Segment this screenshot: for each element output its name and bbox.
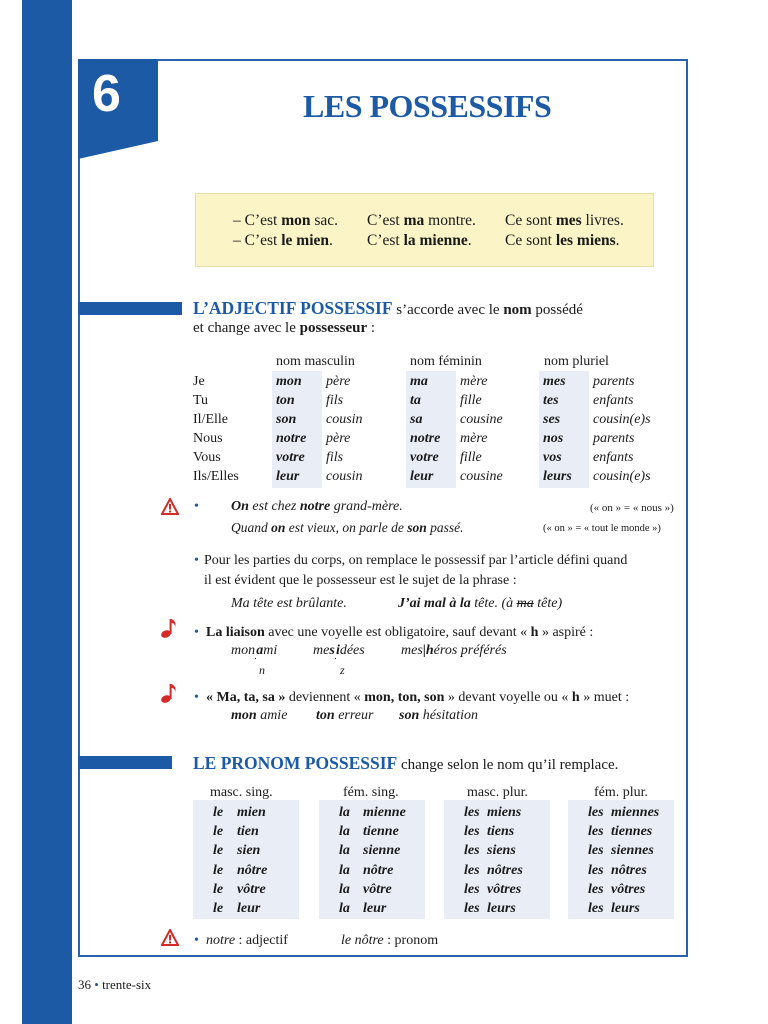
pronom-article: les xyxy=(588,881,604,897)
pronom-word: leur xyxy=(237,901,261,916)
pronom-col-head: masc. plur. xyxy=(467,785,529,800)
adjectif-cell-mn: cousin xyxy=(326,412,363,427)
adjectif-cell-fn: cousine xyxy=(460,469,503,484)
adjectif-cell-m: son xyxy=(276,412,297,427)
adjectif-cell-p: leurs xyxy=(543,469,572,484)
adjectif-cell-m: leur xyxy=(276,469,300,484)
pronom-word: tiennes xyxy=(611,824,653,840)
adjectif-cell-m: mon xyxy=(276,374,302,389)
example-1b: C’est ma montre. xyxy=(367,212,476,229)
adjectif-cell-m: ton xyxy=(276,393,295,408)
liaison-sound-n: n xyxy=(259,663,265,677)
example-2b: C’est la mienne. xyxy=(367,232,472,249)
col-head-masc: nom masculin xyxy=(276,354,355,369)
adjectif-cell-subj: Il/Elle xyxy=(193,412,228,427)
adjectif-intro-line2: et change avec le possesseur : xyxy=(193,320,376,336)
adjectif-cell-pn: cousin(e)s xyxy=(593,469,651,484)
pronom-word: leur xyxy=(363,901,387,916)
adjectif-cell-f: sa xyxy=(410,412,423,427)
corps-example1: Ma tête est brûlante. xyxy=(231,596,347,611)
pronom-article: le xyxy=(213,901,224,916)
pronom-article: la xyxy=(339,901,350,916)
voyelle-example3: son hésitation xyxy=(399,708,478,723)
adjectif-cell-pn: parents xyxy=(593,374,635,389)
col-head-fem: nom féminin xyxy=(410,354,482,369)
pronom-word: miens xyxy=(487,805,522,820)
adjectif-cell-mn: fils xyxy=(326,393,344,408)
pronom-article: les xyxy=(588,843,604,859)
bullet: • xyxy=(194,499,199,514)
adjectif-cell-m: notre xyxy=(276,431,307,446)
warn1-line2: Quand on est vieux, on parle de son passé. xyxy=(231,520,464,535)
adjectif-cell-mn: cousin xyxy=(326,469,363,484)
voyelle-line: « Ma, ta, sa » deviennent « mon, ton, son » devant voyelle ou « h » muet : xyxy=(206,690,630,705)
col-head-plur: nom pluriel xyxy=(544,354,609,369)
corps-line2: il est évident que le possesseur est le sujet de la phrase : xyxy=(204,573,517,588)
pronom-article: les xyxy=(464,901,480,916)
pronom-article: la xyxy=(339,824,350,840)
adjectif-cell-subj: Nous xyxy=(193,431,223,446)
example-1a: – C’est mon sac. xyxy=(233,212,339,229)
adjectif-cell-fn: fille xyxy=(460,393,482,408)
adjectif-cell-mn: père xyxy=(326,431,351,446)
voyelle-example1: mon amie xyxy=(231,708,288,723)
warn2-pronom: le nôtre : pronom xyxy=(341,933,439,948)
pronom-word: siennes xyxy=(611,843,654,859)
adjectif-cell-f: ta xyxy=(410,393,421,408)
adjectif-cell-subj: Je xyxy=(193,374,205,389)
warning-icon xyxy=(161,929,179,947)
pronom-word: vôtres xyxy=(487,881,522,897)
pronom-word: sienne xyxy=(363,843,401,859)
chapter-number: 6 xyxy=(92,65,121,123)
pronom-word: nôtres xyxy=(487,862,523,878)
liaison-example3: mes|héros préférés xyxy=(401,643,507,658)
pronom-article: les xyxy=(464,805,480,820)
liaison-sound-z: z xyxy=(340,663,345,677)
adjectif-cell-f: leur xyxy=(410,469,434,484)
example-2a: – C’est le mien. xyxy=(233,232,333,249)
adjectif-cell-f: notre xyxy=(410,431,441,446)
warn1-note1: (« on » = « nous ») xyxy=(590,502,674,514)
adjectif-cell-fn: cousine xyxy=(460,412,503,427)
pronom-word: mien xyxy=(237,805,266,820)
adjectif-cell-mn: père xyxy=(326,374,351,389)
bullet: • xyxy=(194,625,199,640)
pronom-word: mienne xyxy=(363,805,406,820)
pronom-article: le xyxy=(213,824,224,840)
pronom-col-head: fém. plur. xyxy=(594,785,649,800)
adjectif-cell-subj: Tu xyxy=(193,393,209,408)
example-1c: Ce sont mes livres. xyxy=(505,212,624,229)
pronom-article: les xyxy=(464,862,480,878)
pronom-word: leurs xyxy=(487,901,516,916)
adjectif-cell-fn: fille xyxy=(460,450,482,465)
pronom-word: siens xyxy=(487,843,516,859)
pronom-heading-line: LE PRONOM POSSESSIF change selon le nom qu’il remplace. xyxy=(193,753,619,773)
adjectif-cell-fn: mère xyxy=(460,431,488,446)
adjectif-cell-p: mes xyxy=(543,374,566,389)
liaison-example1: mon ami xyxy=(231,643,278,658)
pronom-col-head: fém. sing. xyxy=(343,785,399,800)
pronom-article: les xyxy=(588,901,604,916)
pronom-article: les xyxy=(588,805,604,820)
pronom-article: la xyxy=(339,862,350,878)
adjectif-cell-subj: Vous xyxy=(193,450,221,465)
adjectif-cell-pn: enfants xyxy=(593,393,634,408)
pronom-word: nôtres xyxy=(611,862,647,878)
pronom-word: nôtre xyxy=(363,862,394,878)
pronom-word: tienne xyxy=(363,824,399,840)
bullet: • xyxy=(194,933,199,948)
corps-example2: J’ai mal à la tête. (à ma tête) xyxy=(398,596,563,611)
liaison-example2: mes idées xyxy=(313,643,365,658)
warn1-line1: On est chez notre grand-mère. xyxy=(231,499,403,514)
pronom-word: sien xyxy=(237,843,261,859)
music-note-icon xyxy=(160,682,178,704)
pronom-article: le xyxy=(213,805,224,820)
music-note-icon xyxy=(160,617,178,639)
adjectif-cell-pn: cousin(e)s xyxy=(593,412,651,427)
pronom-word: nôtre xyxy=(237,862,268,878)
pronom-article: les xyxy=(464,881,480,897)
page-title: LES POSSESSIFS xyxy=(303,88,552,124)
adjectif-cell-pn: parents xyxy=(593,431,635,446)
adjectif-cell-f: ma xyxy=(410,374,428,389)
adjectif-cell-p: tes xyxy=(543,393,559,408)
bullet: • xyxy=(194,690,199,705)
pronom-article: le xyxy=(213,862,224,878)
pronom-article: les xyxy=(464,843,480,859)
warning-icon xyxy=(161,498,179,516)
liaison-line: La liaison avec une voyelle est obligatoire, sauf devant « h » aspiré : xyxy=(206,625,594,640)
pronom-article: le xyxy=(213,843,224,859)
pronom-article: le xyxy=(213,881,224,897)
adjectif-cell-mn: fils xyxy=(326,450,344,465)
adjectif-cell-pn: enfants xyxy=(593,450,634,465)
adjectif-cell-p: nos xyxy=(543,431,564,446)
voyelle-example2: ton erreur xyxy=(316,708,374,723)
pronom-article: la xyxy=(339,843,350,859)
pronom-word: leurs xyxy=(611,901,640,916)
bullet: • xyxy=(194,553,199,568)
section-bar-pronom xyxy=(78,756,172,769)
corps-line1: Pour les parties du corps, on remplace le possessif par l’article défini quand xyxy=(204,553,628,568)
example-2c: Ce sont les miens. xyxy=(505,232,620,249)
adjectif-cell-f: votre xyxy=(410,450,439,465)
section-bar-adjectif xyxy=(78,302,182,315)
pronom-col-head: masc. sing. xyxy=(210,785,273,800)
warn2-adjectif: notre : adjectif xyxy=(206,933,288,948)
adjectif-heading-line: L’ADJECTIF POSSESSIF s’accorde avec le nom possédé xyxy=(193,298,583,318)
adjectif-cell-subj: Ils/Elles xyxy=(193,469,239,484)
blue-sidebar xyxy=(22,0,72,1024)
pronom-word: vôtres xyxy=(611,881,646,897)
adjectif-cell-m: votre xyxy=(276,450,305,465)
example-box xyxy=(195,193,654,267)
pronom-word: tien xyxy=(237,824,259,840)
pronom-article: la xyxy=(339,805,350,820)
page-number: 36 • trente-six xyxy=(78,977,152,992)
pronom-article: la xyxy=(339,881,350,897)
adjectif-cell-p: vos xyxy=(543,450,562,465)
adjectif-cell-fn: mère xyxy=(460,374,488,389)
pronom-word: vôtre xyxy=(237,881,266,897)
pronom-article: les xyxy=(464,824,480,840)
pronom-article: les xyxy=(588,862,604,878)
pronom-word: tiens xyxy=(487,824,515,840)
pronom-word: miennes xyxy=(611,805,660,820)
pronom-article: les xyxy=(588,824,604,840)
warn1-note2: (« on » = « tout le monde ») xyxy=(543,523,661,534)
adjectif-cell-p: ses xyxy=(543,412,561,427)
pronom-word: vôtre xyxy=(363,881,392,897)
